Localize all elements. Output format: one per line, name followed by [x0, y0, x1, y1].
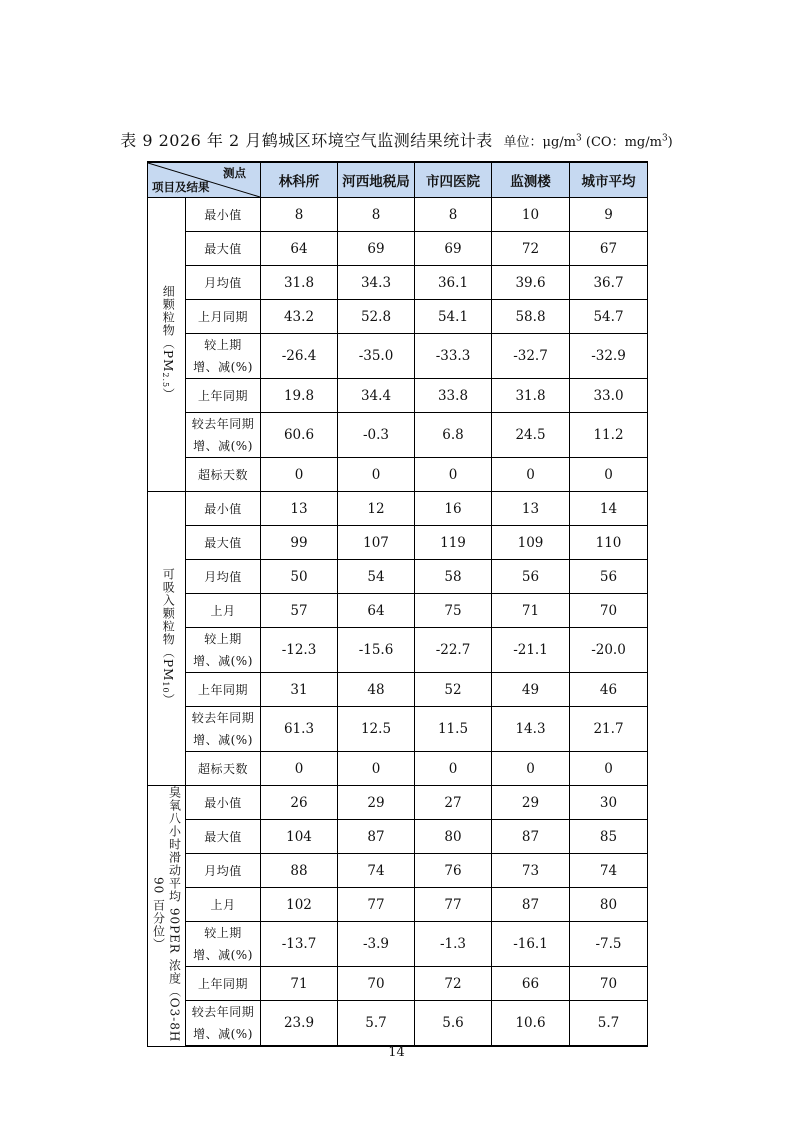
table-row	[148, 673, 648, 707]
value-cell: 36.1	[415, 266, 492, 300]
value-cell: 31	[261, 673, 338, 707]
value-cell: 119	[415, 526, 492, 560]
row-label-text: 最小值	[204, 207, 242, 222]
value-cell: 77	[338, 888, 415, 922]
value-cell: 58	[415, 560, 492, 594]
value-cell: 88	[261, 854, 338, 888]
value-cell: -1.3	[415, 922, 492, 967]
value-cell: 29	[492, 786, 570, 820]
value-cell: 16	[415, 492, 492, 526]
table-row	[148, 379, 648, 413]
row-label-text: 上年同期	[197, 388, 248, 403]
row-label	[186, 854, 261, 888]
value-cell: 73	[492, 854, 570, 888]
group-label-cell	[148, 786, 186, 1047]
value-cell: 46	[570, 673, 648, 707]
table-row	[148, 492, 648, 526]
row-label-text: 上年同期	[197, 682, 248, 697]
unit-suffix: )	[667, 135, 673, 150]
table-row	[148, 413, 648, 458]
value-cell: 107	[338, 526, 415, 560]
value-cell: 0	[338, 458, 415, 492]
value-cell: 30	[570, 786, 648, 820]
value-cell: -3.9	[338, 922, 415, 967]
value-cell: 49	[492, 673, 570, 707]
value-cell: -33.3	[415, 334, 492, 379]
value-cell: 71	[261, 967, 338, 1001]
value-cell: 14	[570, 492, 648, 526]
row-label	[186, 628, 261, 673]
corner-label-item: 项目及结果	[152, 180, 210, 194]
value-cell: 74	[570, 854, 648, 888]
value-cell: 0	[492, 458, 570, 492]
value-cell: 13	[492, 492, 570, 526]
group-name-subscript: 2.5	[160, 372, 170, 389]
value-cell: 8	[261, 198, 338, 232]
value-cell: 26	[261, 786, 338, 820]
column-header: 城市平均	[570, 162, 648, 198]
row-label-text: 月均值	[204, 863, 242, 878]
value-cell: 52	[415, 673, 492, 707]
value-cell: 23.9	[261, 1001, 338, 1047]
value-cell: 80	[570, 888, 648, 922]
value-cell: 109	[492, 526, 570, 560]
value-cell: 72	[415, 967, 492, 1001]
value-cell: 54.1	[415, 300, 492, 334]
value-cell: -22.7	[415, 628, 492, 673]
table-row	[148, 820, 648, 854]
column-header: 林科所	[261, 162, 338, 198]
value-cell: -0.3	[338, 413, 415, 458]
value-cell: 69	[338, 232, 415, 266]
table-row	[148, 888, 648, 922]
value-cell: 80	[415, 820, 492, 854]
table-row	[148, 786, 648, 820]
column-header: 市四医院	[415, 162, 492, 198]
value-cell: -15.6	[338, 628, 415, 673]
group-name: 细颗粒物（PM	[161, 284, 176, 373]
row-label-text-2: 增、减(%)	[193, 654, 253, 668]
row-label	[186, 526, 261, 560]
table-row	[148, 1001, 648, 1047]
value-cell: 75	[415, 594, 492, 628]
value-cell: 10	[492, 198, 570, 232]
group-name-subscript: 10	[160, 681, 170, 694]
row-label	[186, 967, 261, 1001]
value-cell: -12.3	[261, 628, 338, 673]
value-cell: 13	[261, 492, 338, 526]
value-cell: 70	[338, 967, 415, 1001]
group-label	[151, 785, 183, 1045]
value-cell: 12.5	[338, 707, 415, 752]
value-cell: -21.1	[492, 628, 570, 673]
row-label-text: 上年同期	[197, 976, 248, 991]
row-label	[186, 266, 261, 300]
row-label	[186, 334, 261, 379]
value-cell: -13.7	[261, 922, 338, 967]
value-cell: -7.5	[570, 922, 648, 967]
row-label	[186, 888, 261, 922]
value-cell: 34.3	[338, 266, 415, 300]
table-row	[148, 752, 648, 786]
value-cell: 87	[338, 820, 415, 854]
value-cell: 0	[338, 752, 415, 786]
row-label	[186, 786, 261, 820]
value-cell: 0	[492, 752, 570, 786]
value-cell: 72	[492, 232, 570, 266]
value-cell: -20.0	[570, 628, 648, 673]
value-cell: 34.4	[338, 379, 415, 413]
row-label-text-2: 增、减(%)	[193, 360, 253, 374]
table-row	[148, 707, 648, 752]
row-label	[186, 594, 261, 628]
unit-sup-2: 3	[661, 133, 668, 144]
value-cell: 8	[415, 198, 492, 232]
row-label	[186, 492, 261, 526]
value-cell: 33.0	[570, 379, 648, 413]
value-cell: -35.0	[338, 334, 415, 379]
value-cell: 5.7	[570, 1001, 648, 1047]
value-cell: 29	[338, 786, 415, 820]
row-label-text: 最小值	[204, 795, 242, 810]
air-quality-table	[147, 161, 648, 1047]
group-name: 可吸入颗粒物（PM	[161, 567, 176, 682]
value-cell: 87	[492, 820, 570, 854]
row-label-text: 最大值	[204, 535, 242, 550]
table-row	[148, 266, 648, 300]
value-cell: 70	[570, 967, 648, 1001]
row-label	[186, 752, 261, 786]
value-cell: 48	[338, 673, 415, 707]
value-cell: 21.7	[570, 707, 648, 752]
row-label-text: 最大值	[204, 829, 242, 844]
value-cell: 8	[338, 198, 415, 232]
table-row	[148, 854, 648, 888]
table-row	[148, 232, 648, 266]
group-label-cell	[148, 492, 186, 786]
value-cell: 102	[261, 888, 338, 922]
value-cell: 57	[261, 594, 338, 628]
value-cell: 11.5	[415, 707, 492, 752]
value-cell: 27	[415, 786, 492, 820]
row-label	[186, 707, 261, 752]
row-label-text: 上月同期	[197, 309, 248, 324]
row-label-text: 超标天数	[197, 467, 248, 482]
table-caption	[0, 131, 793, 153]
table-row	[148, 458, 648, 492]
value-cell: 52.8	[338, 300, 415, 334]
row-label-text-2: 增、减(%)	[193, 439, 253, 453]
row-label-text: 上月	[210, 897, 236, 912]
row-label-text: 较上期	[204, 926, 242, 940]
column-header: 监测楼	[492, 162, 570, 198]
row-label	[186, 413, 261, 458]
row-label	[186, 458, 261, 492]
value-cell: 0	[415, 458, 492, 492]
table-row	[148, 526, 648, 560]
row-label-text-2: 增、减(%)	[193, 1027, 253, 1041]
row-label	[186, 560, 261, 594]
column-header: 河西地税局	[338, 162, 415, 198]
page-number: 14	[388, 1045, 405, 1060]
row-label-text: 较去年同期	[191, 1005, 255, 1019]
group-label	[157, 568, 176, 707]
value-cell: 64	[261, 232, 338, 266]
value-cell: 24.5	[492, 413, 570, 458]
group-name-end: ）	[161, 388, 176, 402]
table-row	[148, 922, 648, 967]
unit-sup-1: 3	[576, 133, 582, 144]
header-corner-cell	[148, 162, 261, 198]
value-cell: 104	[261, 820, 338, 854]
value-cell: 56	[492, 560, 570, 594]
value-cell: 5.6	[415, 1001, 492, 1047]
value-cell: 70	[570, 594, 648, 628]
value-cell: 0	[570, 458, 648, 492]
value-cell: 58.8	[492, 300, 570, 334]
value-cell: 54	[338, 560, 415, 594]
row-label-text: 上月	[210, 603, 236, 618]
value-cell: 61.3	[261, 707, 338, 752]
value-cell: -26.4	[261, 334, 338, 379]
value-cell: 0	[261, 752, 338, 786]
row-label	[186, 922, 261, 967]
value-cell: 9	[570, 198, 648, 232]
row-label-text-2: 增、减(%)	[193, 733, 253, 747]
value-cell: 36.7	[570, 266, 648, 300]
value-cell: 33.8	[415, 379, 492, 413]
header-row	[148, 162, 648, 198]
row-label-text: 较上期	[204, 632, 242, 646]
value-cell: 19.8	[261, 379, 338, 413]
group-name-end: ）	[161, 693, 176, 707]
group-name: 臭氧八小时滑动平均 90PER 浓度（O3-8H 90 百分位）	[151, 786, 182, 1043]
value-cell: 39.6	[492, 266, 570, 300]
value-cell: 71	[492, 594, 570, 628]
row-label	[186, 820, 261, 854]
row-label	[186, 198, 261, 232]
value-cell: 60.6	[261, 413, 338, 458]
group-label-cell	[148, 198, 186, 492]
row-label	[186, 1001, 261, 1047]
value-cell: -32.7	[492, 334, 570, 379]
value-cell: 0	[415, 752, 492, 786]
value-cell: 54.7	[570, 300, 648, 334]
value-cell: -32.9	[570, 334, 648, 379]
unit-prefix: 单位：μg/m	[503, 135, 577, 150]
value-cell: 12	[338, 492, 415, 526]
table-row	[148, 967, 648, 1001]
table-row	[148, 198, 648, 232]
corner-label-station: 测点	[223, 166, 246, 180]
value-cell: 10.6	[492, 1001, 570, 1047]
table-row	[148, 594, 648, 628]
table-row	[148, 628, 648, 673]
value-cell: 77	[415, 888, 492, 922]
unit-note	[504, 135, 673, 150]
row-label-text: 最大值	[204, 241, 242, 256]
value-cell: 50	[261, 560, 338, 594]
row-label-text: 较去年同期	[191, 417, 255, 431]
group-label	[157, 285, 176, 401]
value-cell: 74	[338, 854, 415, 888]
value-cell: 67	[570, 232, 648, 266]
table-row	[148, 334, 648, 379]
value-cell: 99	[261, 526, 338, 560]
row-label-text: 最小值	[204, 501, 242, 516]
table-row	[148, 300, 648, 334]
value-cell: 0	[570, 752, 648, 786]
row-label	[186, 232, 261, 266]
value-cell: 31.8	[492, 379, 570, 413]
value-cell: 69	[415, 232, 492, 266]
table-row	[148, 560, 648, 594]
row-label-text: 较去年同期	[191, 711, 255, 725]
value-cell: 5.7	[338, 1001, 415, 1047]
value-cell: 11.2	[570, 413, 648, 458]
value-cell: 64	[338, 594, 415, 628]
value-cell: 66	[492, 967, 570, 1001]
value-cell: 31.8	[261, 266, 338, 300]
value-cell: 76	[415, 854, 492, 888]
value-cell: 43.2	[261, 300, 338, 334]
value-cell: -16.1	[492, 922, 570, 967]
row-label-text: 月均值	[204, 569, 242, 584]
value-cell: 56	[570, 560, 648, 594]
row-label	[186, 673, 261, 707]
value-cell: 0	[261, 458, 338, 492]
unit-mid: (CO：mg/m	[585, 135, 662, 150]
value-cell: 85	[570, 820, 648, 854]
value-cell: 110	[570, 526, 648, 560]
row-label	[186, 379, 261, 413]
row-label-text: 较上期	[204, 338, 242, 352]
row-label-text: 超标天数	[197, 761, 248, 776]
value-cell: 14.3	[492, 707, 570, 752]
value-cell: 87	[492, 888, 570, 922]
row-label	[186, 300, 261, 334]
row-label-text: 月均值	[204, 275, 242, 290]
row-label-text-2: 增、减(%)	[193, 948, 253, 962]
value-cell: 6.8	[415, 413, 492, 458]
table-title: 表 9 2026 年 2 月鹤城区环境空气监测结果统计表	[120, 131, 493, 150]
